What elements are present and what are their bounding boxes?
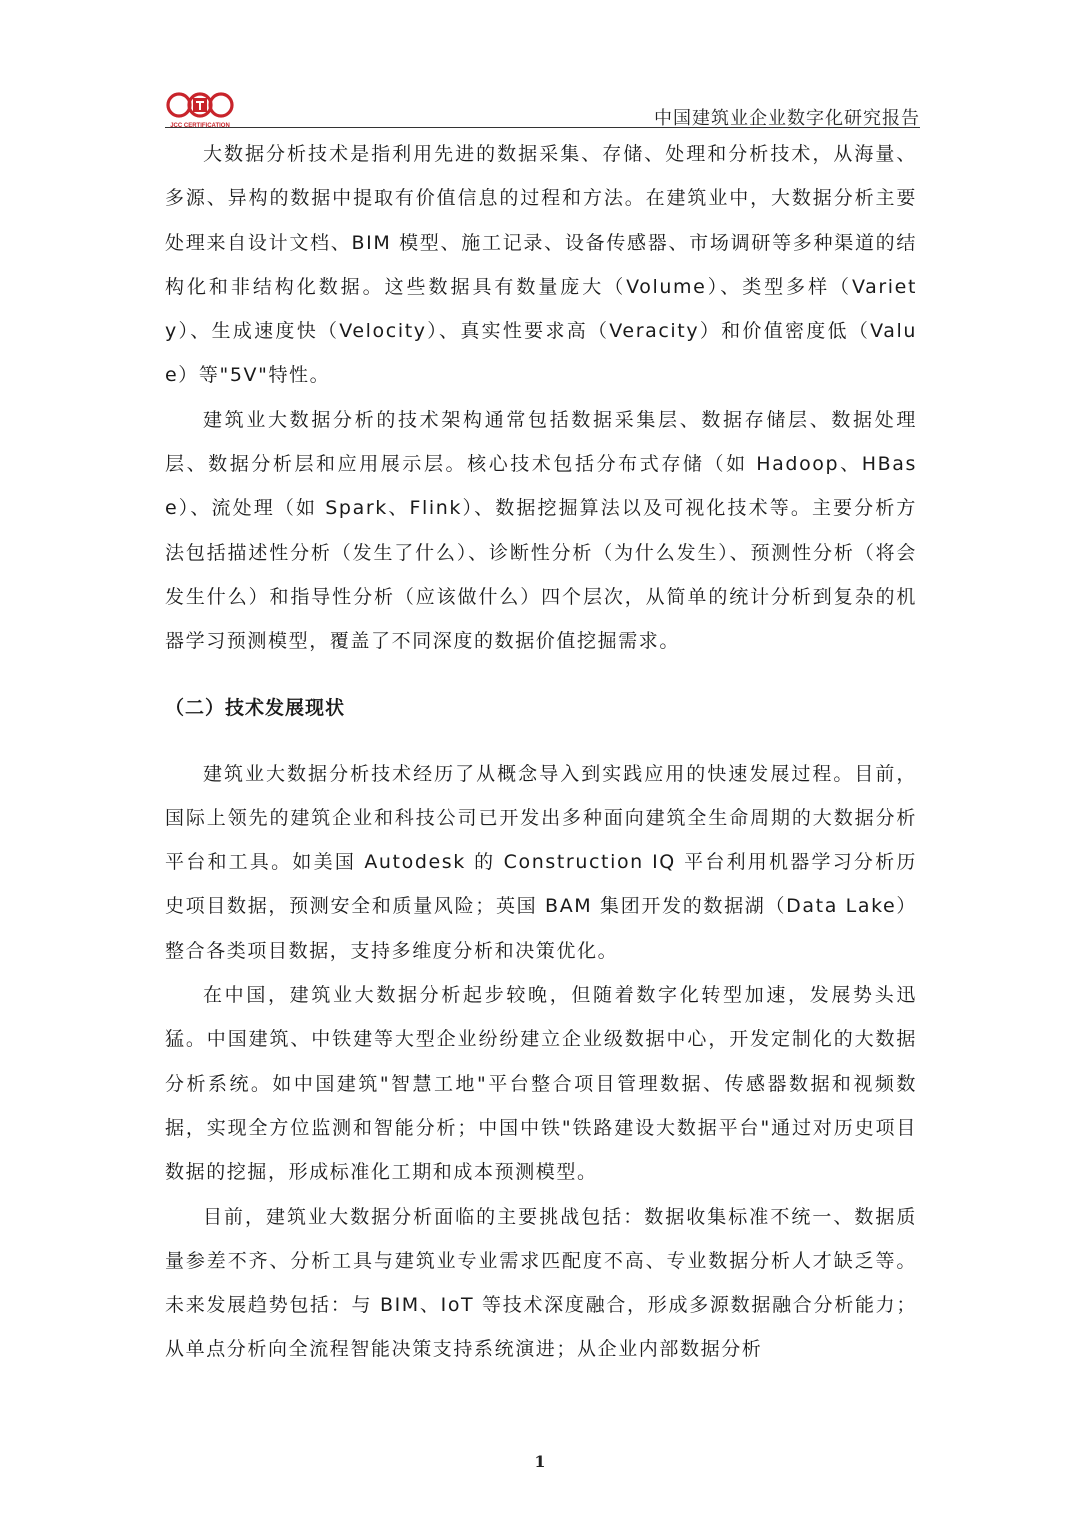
section-heading: （二）技术发展现状: [165, 696, 346, 719]
paragraph-big-data-definition: 大数据分析技术是指利用先进的数据采集、存储、处理和分析技术，从海量、多源、异构的数据中提取有价值信息的过程和方法。在建筑业中，大数据分析主要处理来自设计文档、BIM 模型、施工记录、设备传感器、市场调研等多种渠道的结构化和非结构化数据。这些数据具有数量庞大（Volume）、类型多样（Variety）、生成速度快（Velocity）、真实性要求高（Veracity）和价值密度低（Value）等"5V"特性。: [165, 143, 917, 387]
jcc-certification-logo: [165, 90, 235, 130]
logo-text: JCC CERTIFICATION: [170, 123, 230, 129]
paragraph-challenges-trends: 目前，建筑业大数据分析面临的主要挑战包括：数据收集标准不统一、数据质量参差不齐、分析工具与建筑业专业需求匹配度不高、专业数据分析人才缺乏等。未来发展趋势包括：与 BIM、IoT 等技术深度融合，形成多源数据融合分析能力；从单点分析向全流程智能决策支持系统演进；从企业内部数据分析: [165, 1205, 917, 1361]
header-title: 中国建筑业企业数字化研究报告: [654, 108, 920, 129]
paragraph-technical-architecture: 建筑业大数据分析的技术架构通常包括数据采集层、数据存储层、数据处理层、数据分析层和应用展示层。核心技术包括分布式存储（如 Hadoop、HBase）、流处理（如 Spark、Flink）、数据挖掘算法以及可视化技术等。主要分析方法包括描述性分析（发生了什么）、诊断性分析（为什么发生）、预测性分析（将会发生什么）和指导性分析（应该做什么）四个层次，从简单的统计分析到复杂的机器学习预测模型，覆盖了不同深度的数据价值挖掘需求。: [165, 408, 917, 653]
header-divider: [165, 127, 920, 128]
paragraph-china-status: 在中国，建筑业大数据分析起步较晚，但随着数字化转型加速，发展势头迅猛。中国建筑、中铁建等大型企业纷纷建立企业级数据中心，开发定制化的大数据分析系统。如中国建筑"智慧工地"平台整合项目管理数据、传感器数据和视频数据，实现全方位监测和智能分析；中国中铁"铁路建设大数据平台"通过对历史项目数据的挖掘，形成标准化工期和成本预测模型。: [165, 984, 917, 1184]
page-number: 1: [534, 1452, 546, 1471]
document-body: [165, 132, 917, 1372]
page-header: [165, 88, 920, 128]
paragraph-international-status: 建筑业大数据分析技术经历了从概念导入到实践应用的快速发展过程。目前，国际上领先的建筑企业和科技公司已开发出多种面向建筑全生命周期的大数据分析平台和工具。如美国 Autodesk 的 Construction IQ 平台利用机器学习分析历史项目数据，预测安全和质量风险；英国 BAM 集团开发的数据湖（Data Lake）整合各类项目数据，支持多维度分析和决策优化。: [165, 762, 917, 962]
